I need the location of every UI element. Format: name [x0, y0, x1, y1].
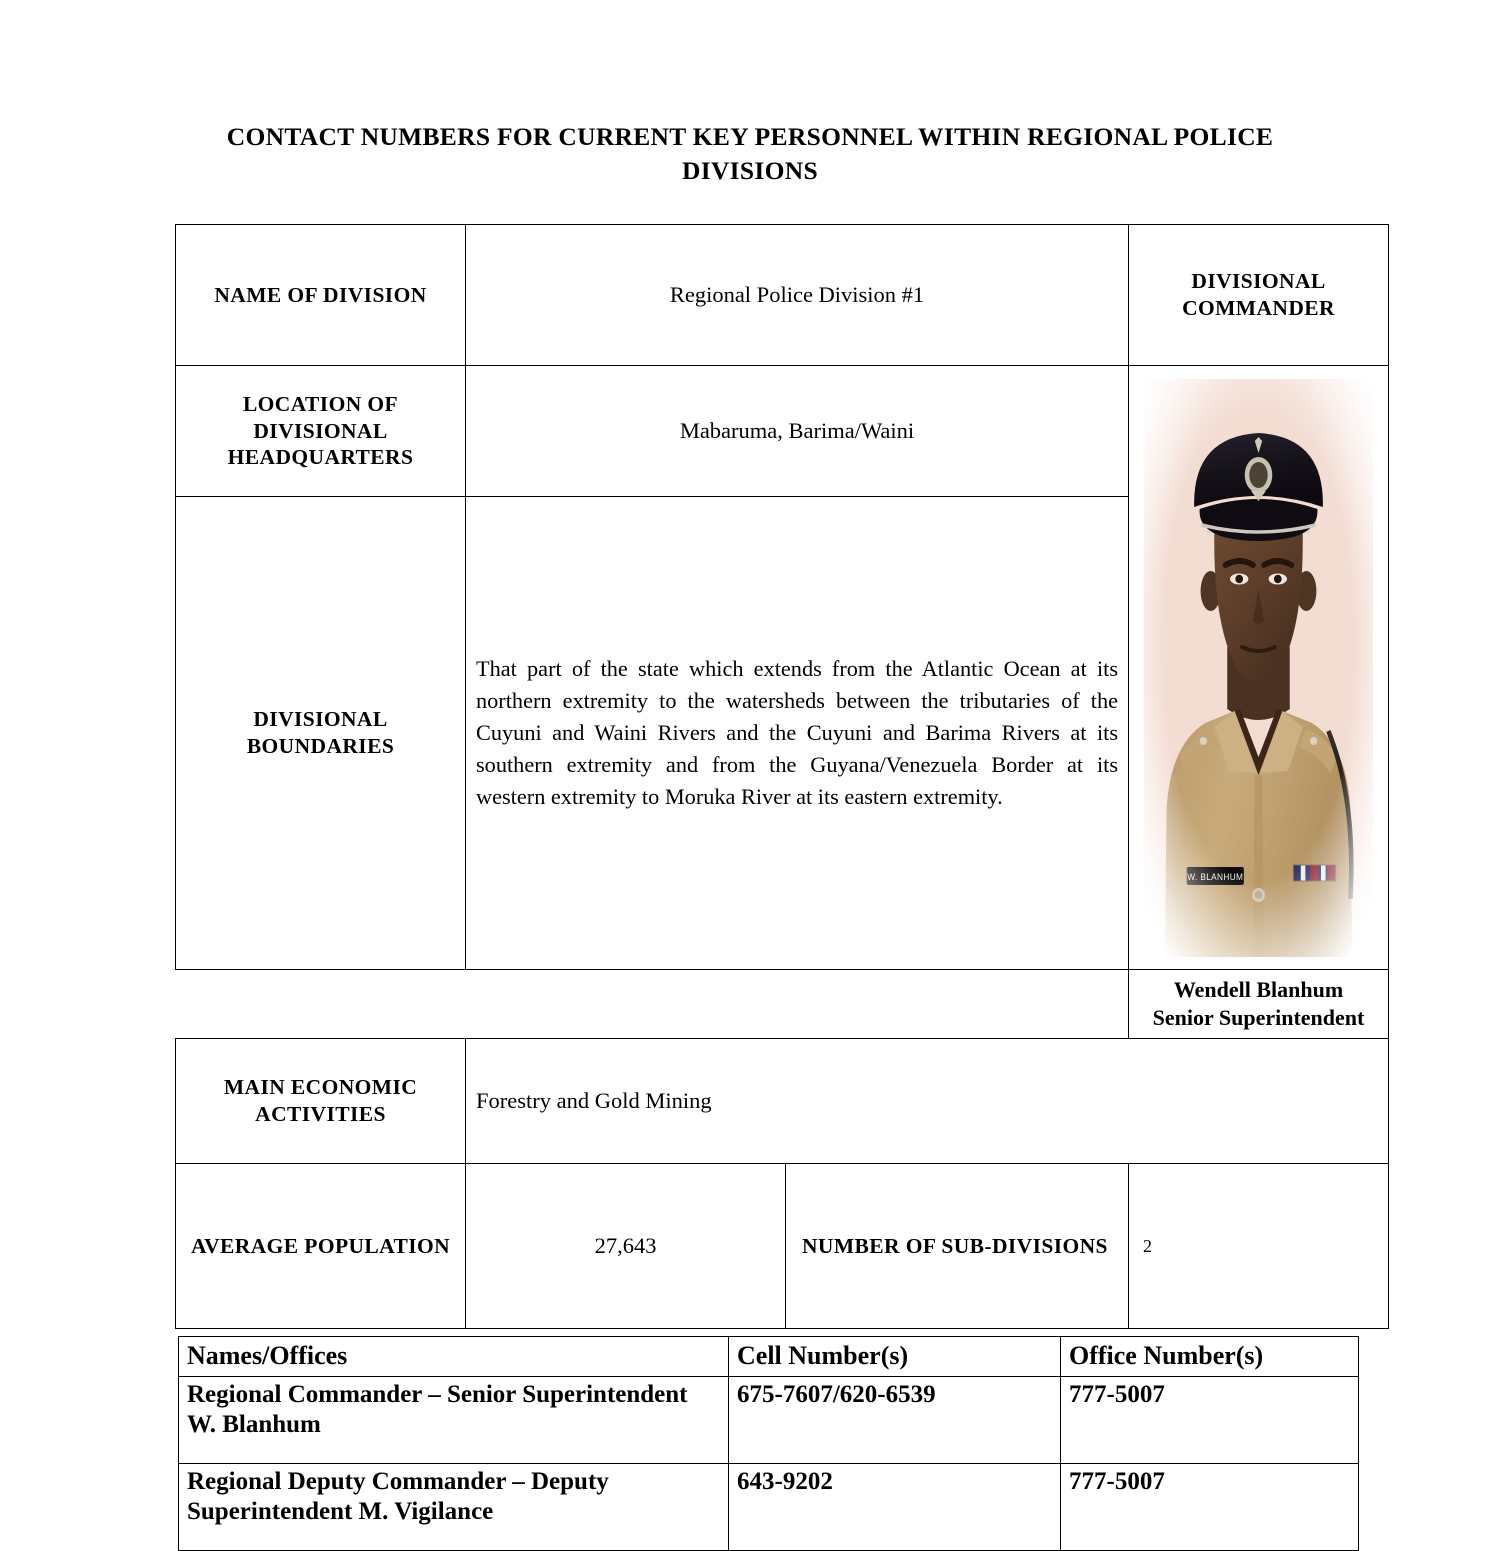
value-number-of-subdivisions: 2	[1129, 1164, 1389, 1329]
contact-name: Regional Deputy Commander – Deputy Superintendent M. Vigilance	[179, 1463, 729, 1550]
value-divisional-boundaries: That part of the state which extends from the Atlantic Ocean at its northern extremity to the watersheds between the tributaries of the Cuyuni and Waini Rivers and the Cuyuni and Barima Rivers at its southern extremity and from the Guyana/Venezuela Border at its western extremity to Moruka River at its eastern extremity.	[466, 497, 1129, 970]
label-main-economic-activities: MAIN ECONOMIC ACTIVITIES	[176, 1039, 466, 1164]
divisional-commander-photo	[1129, 366, 1389, 970]
table-row-name-of-division	[176, 225, 1389, 366]
table-row-location-of-hq	[176, 366, 1389, 497]
page-title: CONTACT NUMBERS FOR CURRENT KEY PERSONNEL WITHIN REGIONAL POLICE DIVISIONS	[226, 122, 1274, 185]
table-row	[179, 1463, 1359, 1550]
contact-numbers-table	[178, 1336, 1359, 1551]
column-header-cell-numbers: Cell Number(s)	[729, 1337, 1061, 1377]
value-location-of-hq: Mabaruma, Barima/Waini	[466, 366, 1129, 497]
commander-name: Wendell Blanhum	[1173, 977, 1344, 1002]
table-row-economic-activities	[176, 1039, 1389, 1164]
label-divisional-commander: DIVISIONAL COMMANDER	[1129, 225, 1389, 366]
label-divisional-boundaries: DIVISIONAL BOUNDARIES	[176, 497, 466, 970]
caption-spacer	[176, 970, 1129, 1039]
label-number-of-subdivisions: NUMBER OF SUB-DIVISIONS	[786, 1164, 1129, 1329]
label-name-of-division: NAME OF DIVISION	[176, 225, 466, 366]
contact-name: Regional Commander – Senior Superintendent W. Blanhum	[179, 1376, 729, 1463]
value-name-of-division: Regional Police Division #1	[466, 225, 1129, 366]
column-header-names-offices: Names/Offices	[179, 1337, 729, 1377]
contact-office-number: 777-5007	[1061, 1463, 1359, 1550]
label-average-population: AVERAGE POPULATION	[176, 1164, 466, 1329]
label-location-of-hq: LOCATION OF DIVISIONAL HEADQUARTERS	[176, 366, 466, 497]
column-header-office-numbers: Office Number(s)	[1061, 1337, 1359, 1377]
contact-office-number: 777-5007	[1061, 1376, 1359, 1463]
contact-cell-number: 675-7607/620-6539	[729, 1376, 1061, 1463]
contact-cell-number: 643-9202	[729, 1463, 1061, 1550]
value-average-population: 27,643	[466, 1164, 786, 1329]
portrait-figure	[1139, 379, 1378, 957]
division-info-table	[175, 224, 1389, 1329]
commander-rank: Senior Superintendent	[1152, 1005, 1365, 1031]
table-row	[179, 1376, 1359, 1463]
commander-caption	[1129, 970, 1389, 1039]
value-main-economic-activities: Forestry and Gold Mining	[466, 1039, 1389, 1164]
contact-table-header-row	[179, 1337, 1359, 1377]
commander-portrait-image	[1139, 379, 1378, 957]
table-row-population-subdivisions	[176, 1164, 1389, 1329]
table-row-commander-caption	[176, 970, 1389, 1039]
